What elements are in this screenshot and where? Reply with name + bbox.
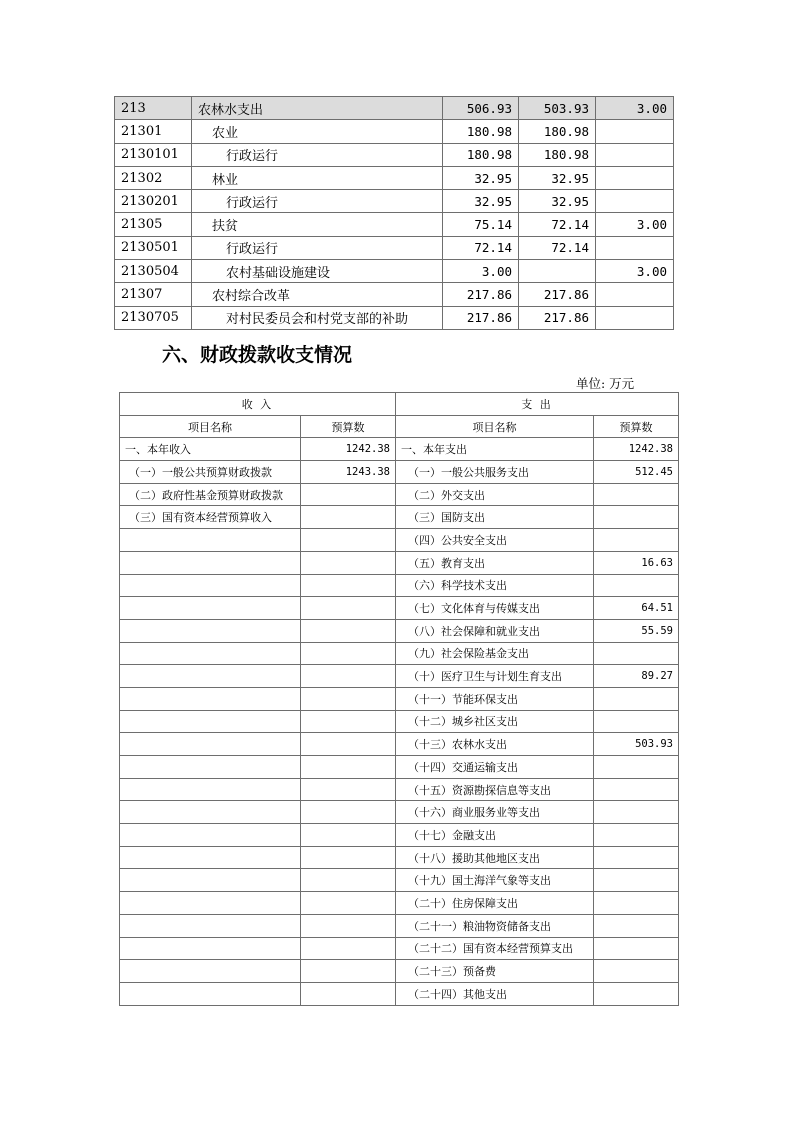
expense-item: （四）公共安全支出 — [396, 529, 594, 552]
subject-name: 农业 — [192, 120, 443, 143]
expense-item: （十四）交通运输支出 — [396, 756, 594, 779]
expense-budget — [594, 869, 679, 892]
income-item-column-header: 项目名称 — [120, 415, 301, 438]
table-row — [115, 283, 674, 306]
expense-budget — [594, 937, 679, 960]
total-amount: 32.95 — [443, 190, 519, 213]
income-item — [120, 619, 301, 642]
project-amount — [596, 120, 674, 143]
income-budget — [301, 733, 396, 756]
income-budget — [301, 506, 396, 529]
income-item — [120, 665, 301, 688]
expense-budget: 55.59 — [594, 619, 679, 642]
expense-budget — [594, 506, 679, 529]
subject-name: 林业 — [192, 166, 443, 189]
table-row — [120, 914, 679, 937]
table-row — [120, 529, 679, 552]
subject-name: 对村民委员会和村党支部的补助 — [192, 306, 443, 329]
expense-budget — [594, 778, 679, 801]
income-budget — [301, 937, 396, 960]
income-item — [120, 892, 301, 915]
expense-item: （十八）援助其他地区支出 — [396, 846, 594, 869]
income-item — [120, 756, 301, 779]
income-item — [120, 687, 301, 710]
column-header-row — [120, 415, 679, 438]
project-amount — [596, 190, 674, 213]
table-row — [120, 551, 679, 574]
table-row — [120, 982, 679, 1005]
income-budget — [301, 982, 396, 1005]
income-budget — [301, 642, 396, 665]
expense-item: （二十二）国有资本经营预算支出 — [396, 937, 594, 960]
subject-code: 2130705 — [115, 306, 192, 329]
income-item — [120, 937, 301, 960]
table-row — [120, 892, 679, 915]
income-budget — [301, 597, 396, 620]
subject-name: 农林水支出 — [192, 97, 443, 120]
expense-budget: 1242.38 — [594, 438, 679, 461]
income-budget — [301, 619, 396, 642]
income-item — [120, 529, 301, 552]
income-budget — [301, 529, 396, 552]
expense-budget — [594, 892, 679, 915]
project-amount — [596, 306, 674, 329]
expense-budget-column-header: 预算数 — [594, 415, 679, 438]
agriculture-expenditure-table — [114, 96, 674, 330]
table-row — [120, 778, 679, 801]
total-amount: 32.95 — [443, 166, 519, 189]
income-budget-column-header: 预算数 — [301, 415, 396, 438]
subject-name: 行政运行 — [192, 190, 443, 213]
expense-item: （十五）资源勘探信息等支出 — [396, 778, 594, 801]
subject-name: 扶贫 — [192, 213, 443, 236]
income-item — [120, 597, 301, 620]
project-amount — [596, 283, 674, 306]
table-row — [120, 960, 679, 983]
unit-label: 单位: 万元 — [576, 376, 635, 391]
project-amount — [596, 143, 674, 166]
table-row — [120, 642, 679, 665]
project-amount: 3.00 — [596, 260, 674, 283]
subject-code: 2130201 — [115, 190, 192, 213]
subject-code: 21305 — [115, 213, 192, 236]
total-amount: 506.93 — [443, 97, 519, 120]
basic-amount: 72.14 — [519, 236, 596, 259]
income-budget — [301, 914, 396, 937]
expense-budget: 503.93 — [594, 733, 679, 756]
table-row — [115, 143, 674, 166]
income-item: （一）一般公共预算财政拨款 — [120, 461, 301, 484]
income-budget — [301, 551, 396, 574]
table-row — [120, 869, 679, 892]
table-row — [120, 687, 679, 710]
income-item: （三）国有资本经营预算收入 — [120, 506, 301, 529]
basic-amount: 180.98 — [519, 143, 596, 166]
table-row — [120, 733, 679, 756]
income-item — [120, 733, 301, 756]
expense-budget — [594, 960, 679, 983]
expense-budget — [594, 756, 679, 779]
total-amount: 180.98 — [443, 120, 519, 143]
income-item — [120, 960, 301, 983]
expense-budget: 64.51 — [594, 597, 679, 620]
expense-budget — [594, 982, 679, 1005]
income-budget — [301, 483, 396, 506]
basic-amount: 503.93 — [519, 97, 596, 120]
expense-item: （二）外交支出 — [396, 483, 594, 506]
expense-item: （九）社会保险基金支出 — [396, 642, 594, 665]
expense-budget: 512.45 — [594, 461, 679, 484]
expense-item: （十七）金融支出 — [396, 824, 594, 847]
subject-name: 行政运行 — [192, 236, 443, 259]
income-budget — [301, 710, 396, 733]
income-budget — [301, 665, 396, 688]
total-amount: 217.86 — [443, 306, 519, 329]
table-row — [115, 190, 674, 213]
expense-item: （七）文化体育与传媒支出 — [396, 597, 594, 620]
table-row — [115, 306, 674, 329]
income-item — [120, 574, 301, 597]
expense-item: （二十三）预备费 — [396, 960, 594, 983]
subject-code: 2130501 — [115, 236, 192, 259]
table-row — [120, 574, 679, 597]
income-budget — [301, 960, 396, 983]
expense-item: （十三）农林水支出 — [396, 733, 594, 756]
expense-item: （十九）国土海洋气象等支出 — [396, 869, 594, 892]
table-row — [115, 213, 674, 236]
expense-budget — [594, 846, 679, 869]
expense-budget — [594, 824, 679, 847]
expense-budget — [594, 529, 679, 552]
table-row — [120, 937, 679, 960]
income-budget — [301, 846, 396, 869]
table-row — [120, 438, 679, 461]
income-item — [120, 869, 301, 892]
table-row — [120, 619, 679, 642]
income-budget: 1243.38 — [301, 461, 396, 484]
table-row — [120, 461, 679, 484]
expense-item: （八）社会保障和就业支出 — [396, 619, 594, 642]
income-header: 收 入 — [120, 393, 396, 416]
expense-budget: 89.27 — [594, 665, 679, 688]
total-amount: 180.98 — [443, 143, 519, 166]
expense-item: （五）教育支出 — [396, 551, 594, 574]
table-row — [120, 665, 679, 688]
project-amount — [596, 166, 674, 189]
income-budget: 1242.38 — [301, 438, 396, 461]
expense-item: （一）一般公共服务支出 — [396, 461, 594, 484]
project-amount — [596, 236, 674, 259]
income-budget — [301, 756, 396, 779]
expense-item: （十）医疗卫生与计划生育支出 — [396, 665, 594, 688]
subject-code: 2130101 — [115, 143, 192, 166]
expense-header: 支 出 — [396, 393, 679, 416]
table-row — [115, 260, 674, 283]
income-item — [120, 824, 301, 847]
income-item — [120, 846, 301, 869]
expense-budget — [594, 914, 679, 937]
table-row — [120, 824, 679, 847]
table-row — [120, 801, 679, 824]
income-budget — [301, 778, 396, 801]
expense-budget — [594, 710, 679, 733]
basic-amount: 32.95 — [519, 166, 596, 189]
expense-item: 一、本年支出 — [396, 438, 594, 461]
table-row — [120, 506, 679, 529]
total-amount: 72.14 — [443, 236, 519, 259]
total-amount: 3.00 — [443, 260, 519, 283]
income-budget — [301, 574, 396, 597]
subject-code: 21301 — [115, 120, 192, 143]
income-budget — [301, 801, 396, 824]
subject-code: 21307 — [115, 283, 192, 306]
expense-budget — [594, 483, 679, 506]
expense-budget — [594, 574, 679, 597]
income-item — [120, 914, 301, 937]
expense-item: （二十一）粮油物资储备支出 — [396, 914, 594, 937]
basic-amount: 217.86 — [519, 283, 596, 306]
table-row — [115, 120, 674, 143]
income-budget — [301, 824, 396, 847]
subject-name: 农村综合改革 — [192, 283, 443, 306]
basic-amount — [519, 260, 596, 283]
table-row — [115, 97, 674, 120]
income-item — [120, 551, 301, 574]
expense-budget — [594, 801, 679, 824]
project-amount: 3.00 — [596, 97, 674, 120]
subject-name: 行政运行 — [192, 143, 443, 166]
income-budget — [301, 687, 396, 710]
expense-budget: 16.63 — [594, 551, 679, 574]
table-header-row — [120, 393, 679, 416]
total-amount: 217.86 — [443, 283, 519, 306]
income-item — [120, 710, 301, 733]
fiscal-appropriation-table — [119, 392, 679, 1006]
income-budget — [301, 892, 396, 915]
expense-item: （十六）商业服务业等支出 — [396, 801, 594, 824]
table-row — [120, 846, 679, 869]
expense-item-column-header: 项目名称 — [396, 415, 594, 438]
basic-amount: 72.14 — [519, 213, 596, 236]
subject-code: 2130504 — [115, 260, 192, 283]
project-amount: 3.00 — [596, 213, 674, 236]
expense-budget — [594, 642, 679, 665]
table-row — [115, 236, 674, 259]
subject-code: 213 — [115, 97, 192, 120]
income-budget — [301, 869, 396, 892]
table-row — [120, 597, 679, 620]
expense-item: （十一）节能环保支出 — [396, 687, 594, 710]
basic-amount: 217.86 — [519, 306, 596, 329]
table-row — [120, 710, 679, 733]
income-item — [120, 982, 301, 1005]
expense-item: （六）科学技术支出 — [396, 574, 594, 597]
basic-amount: 32.95 — [519, 190, 596, 213]
total-amount: 75.14 — [443, 213, 519, 236]
table-row — [120, 483, 679, 506]
expense-item: （十二）城乡社区支出 — [396, 710, 594, 733]
expense-budget — [594, 687, 679, 710]
expense-item: （二十四）其他支出 — [396, 982, 594, 1005]
subject-name: 农村基础设施建设 — [192, 260, 443, 283]
income-item — [120, 778, 301, 801]
basic-amount: 180.98 — [519, 120, 596, 143]
subject-code: 21302 — [115, 166, 192, 189]
table-row — [115, 166, 674, 189]
expense-item: （三）国防支出 — [396, 506, 594, 529]
income-item — [120, 801, 301, 824]
table-row — [120, 756, 679, 779]
section-title: 六、财政拨款收支情况 — [162, 344, 353, 366]
income-item: 一、本年收入 — [120, 438, 301, 461]
income-item: （二）政府性基金预算财政拨款 — [120, 483, 301, 506]
expense-item: （二十）住房保障支出 — [396, 892, 594, 915]
income-item — [120, 642, 301, 665]
